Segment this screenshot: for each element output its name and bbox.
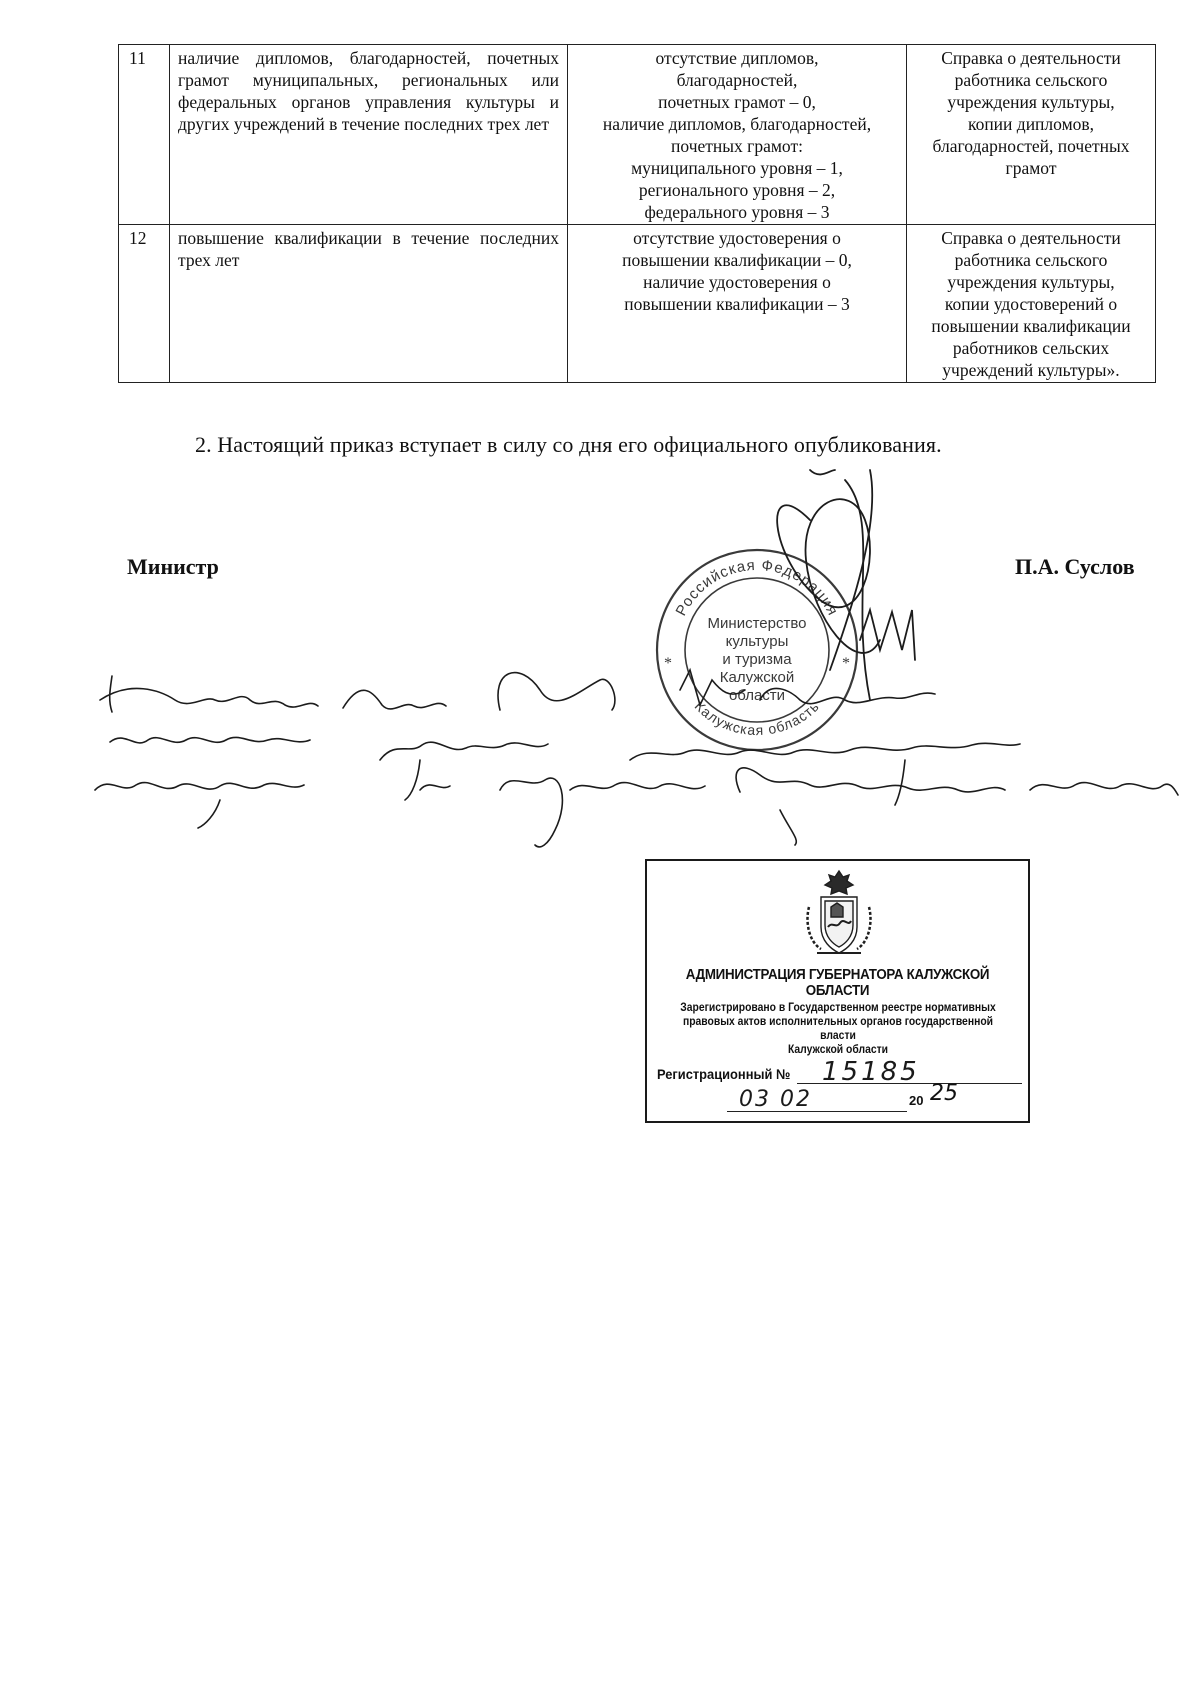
document-line: копии удостоверений о	[944, 294, 1118, 314]
seal-line: Калужской	[719, 669, 795, 686]
document-cell	[907, 225, 1156, 383]
seal-line: культуры	[725, 633, 789, 650]
seal-star-right: *	[842, 655, 850, 672]
seal-outer-text: Российская Федерация	[672, 556, 842, 619]
handwritten-certification-note	[95, 670, 1178, 847]
document-line: учреждения культуры,	[947, 272, 1115, 292]
signatory-name: П.А. Суслов	[1015, 554, 1135, 579]
registration-year-value: 25	[930, 1081, 958, 1106]
row-number: 12	[119, 225, 170, 383]
document-line: Справка о деятельности	[941, 48, 1121, 68]
score-line: федерального уровня – 3	[644, 202, 830, 222]
document-line: грамот	[1005, 158, 1057, 178]
seal-line: области	[728, 687, 786, 704]
score-line: благодарностей,	[676, 70, 798, 90]
document-line: работника сельского	[954, 70, 1108, 90]
registration-title: АДМИНИСТРАЦИЯ ГУБЕРНАТОРА КАЛУЖСКОЙ ОБЛАСТИ	[685, 967, 990, 999]
score-line: отсутствие дипломов,	[655, 48, 819, 68]
document-cell	[907, 45, 1156, 225]
registration-date-value: 03 02	[739, 1087, 812, 1112]
registration-text-line: правовых актов исполнительных органов государственной власти	[682, 1016, 994, 1042]
clause-2-text: 2. Настоящий приказ вступает в силу со дня его официального опубликования.	[195, 432, 942, 457]
score-cell	[568, 45, 907, 225]
criterion-cell: повышение квалификации в течение последних трех лет	[170, 225, 568, 383]
registration-number-label: Регистрационный №	[657, 1066, 791, 1082]
registration-number-value: 15185	[822, 1057, 920, 1087]
official-seal	[657, 550, 857, 750]
document-line: работника сельского	[954, 250, 1108, 270]
criteria-table	[118, 44, 1156, 383]
registration-text	[672, 1001, 1005, 1057]
criterion-cell: наличие дипломов, благодарностей, почетных грамот муниципальных, региональных или федеральных органов управления культуры и других учреждений в течение последних трех лет	[170, 45, 568, 225]
minister-signature	[777, 470, 915, 700]
score-line: муниципального уровня – 1,	[631, 158, 843, 178]
document-line: Справка о деятельности	[941, 228, 1121, 248]
seal-star-left: *	[664, 655, 672, 672]
score-line: повышении квалификации – 3	[624, 294, 850, 314]
document-line: копии дипломов,	[967, 114, 1095, 134]
document-line: учреждения культуры,	[947, 92, 1115, 112]
kaluga-emblem-icon	[799, 867, 879, 963]
score-line: наличие удостоверения о	[643, 272, 831, 292]
score-line: наличие дипломов, благодарностей,	[602, 114, 872, 134]
registration-stamp	[645, 859, 1030, 1123]
score-line: отсутствие удостоверения о	[633, 228, 841, 248]
score-line: почетных грамот – 0,	[658, 92, 816, 112]
registration-year-prefix: 20	[909, 1093, 924, 1108]
seal-bottom-text: Калужская область	[691, 697, 823, 739]
score-cell	[568, 225, 907, 383]
score-line: почетных грамот:	[671, 136, 803, 156]
seal-line: и туризма	[722, 651, 792, 668]
registration-text-line: Калужской области	[787, 1044, 889, 1056]
document-line: учреждений культуры».	[942, 360, 1120, 380]
document-line: повышении квалификации	[931, 316, 1131, 336]
score-line: повышении квалификации – 0,	[622, 250, 852, 270]
svg-text:Калужская область	[692, 698, 823, 738]
document-line: благодарностей, почетных	[932, 136, 1130, 156]
document-line: работников сельских	[952, 338, 1110, 358]
score-line: регионального уровня – 2,	[638, 180, 836, 200]
table-row	[119, 45, 1156, 225]
signatory-role: Министр	[127, 554, 219, 579]
table-row	[119, 225, 1156, 383]
seal-line: Министерство	[707, 615, 807, 632]
svg-text:Российская Федерация	[673, 557, 842, 619]
row-number: 11	[119, 45, 170, 225]
registration-text-line: Зарегистрировано в Государственном реестре нормативных	[680, 1002, 996, 1014]
